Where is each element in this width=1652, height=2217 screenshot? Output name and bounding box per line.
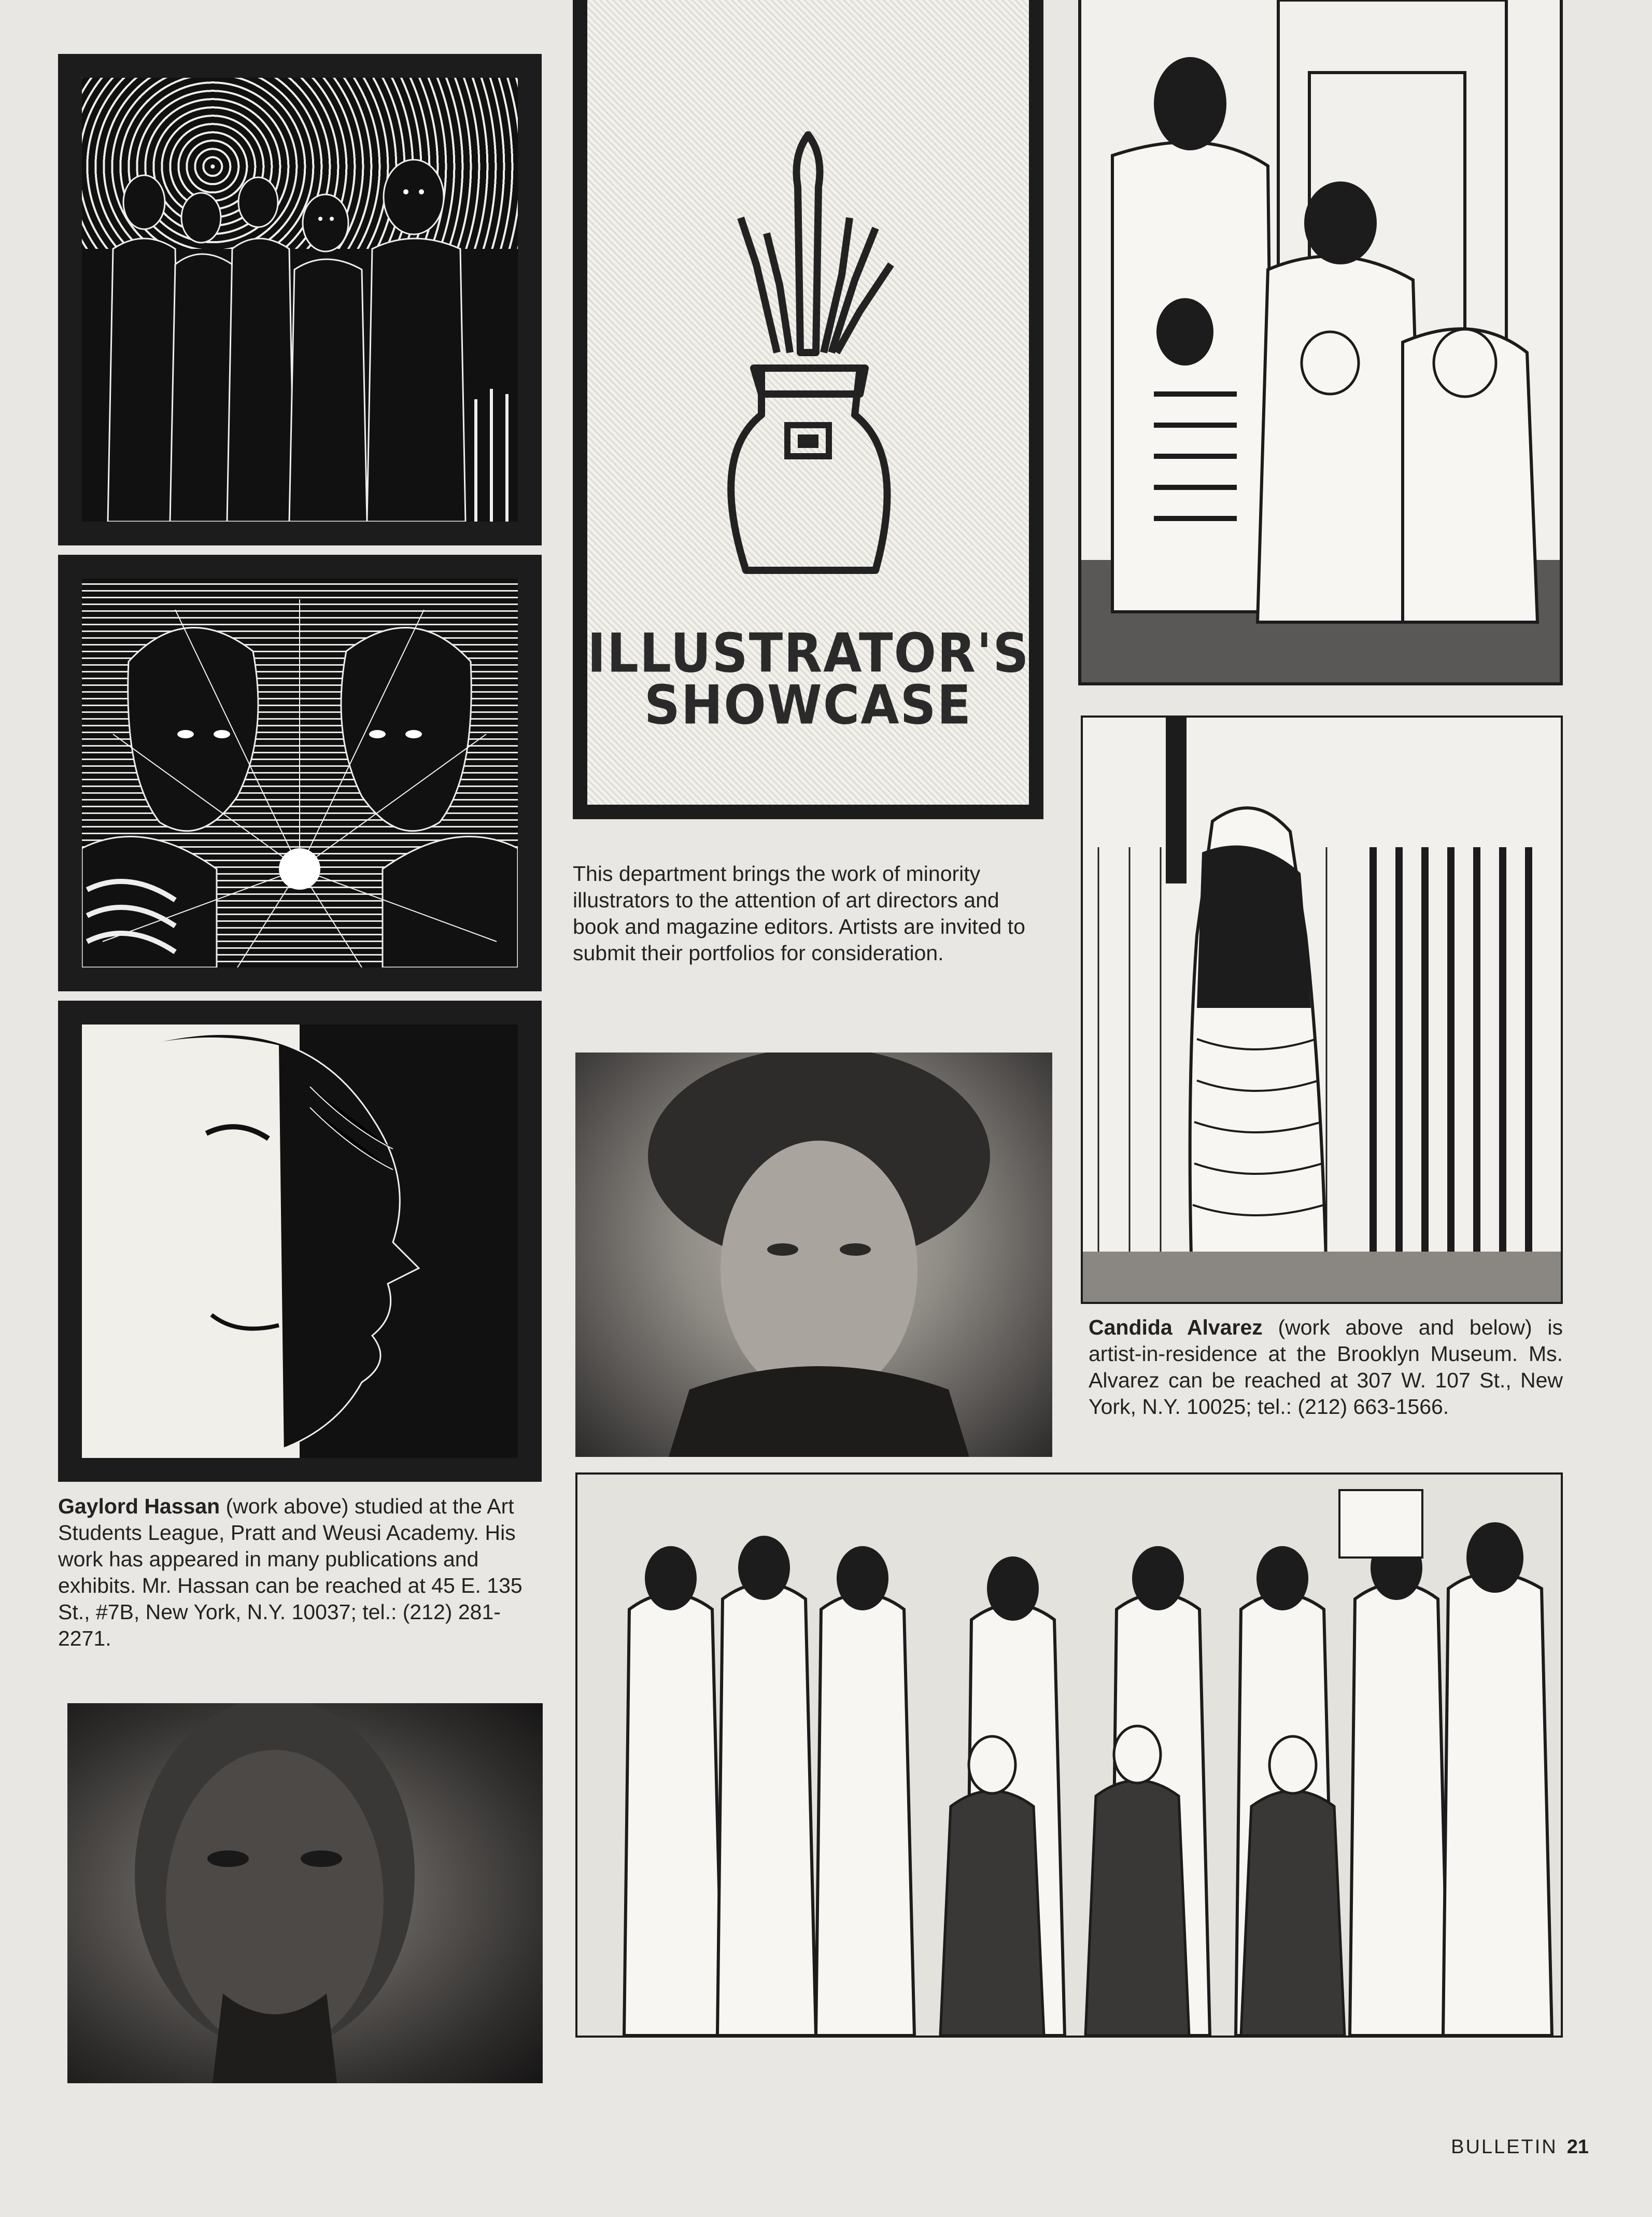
alvarez-drawing-family-doorway: [1078, 0, 1563, 685]
hassan-caption: [58, 1493, 543, 1652]
alvarez-drawing-woman-fence: [1081, 715, 1563, 1304]
alvarez-drawing-group-party: [575, 1472, 1563, 2038]
page-folio: [1402, 2136, 1589, 2158]
alvarez-portrait-photo: [575, 1053, 1052, 1457]
title-line-1: ILLUSTRATOR'S: [587, 622, 1030, 685]
title-line-2: SHOWCASE: [644, 673, 972, 737]
hassan-bio: (work above) studied at the Art Students League, Pratt and Weusi Academy. His work has appeared in many publications and exhibits. Mr. Hassan can be reached at 45 E. 135 St., #7B, New York, N.Y. 10037; tel.: (212) 281-2271.: [58, 1494, 523, 1650]
hassan-name: Gaylord Hassan: [58, 1494, 220, 1518]
folio-label: BULLETIN: [1451, 2136, 1558, 2158]
vase-with-brushes-icon: [704, 124, 912, 591]
hassan-woodcut-crowd: [58, 54, 542, 545]
intro-paragraph: This department brings the work of minority illustrators to the attention of art directors and book and magazine editors. Artists are invited to submit their portfolios for consideration.: [573, 862, 1025, 965]
hassan-portrait-photo: [67, 1703, 543, 2083]
showcase-banner: [573, 0, 1043, 819]
alvarez-caption: [1089, 1314, 1563, 1420]
alvarez-bio: (work above and below) is artist-in-residence at the Brooklyn Museum. Ms. Alvarez can be reached at 307 W. 107 St., New York, N.Y. 10025; tel.: (212) 663-1566.: [1089, 1315, 1563, 1419]
folio-page-number: 21: [1566, 2136, 1589, 2158]
alvarez-name: Candida Alvarez: [1089, 1315, 1263, 1339]
hassan-woodcut-shattered-faces: [58, 555, 542, 991]
hassan-woodcut-two-profiles: [58, 1001, 542, 1482]
